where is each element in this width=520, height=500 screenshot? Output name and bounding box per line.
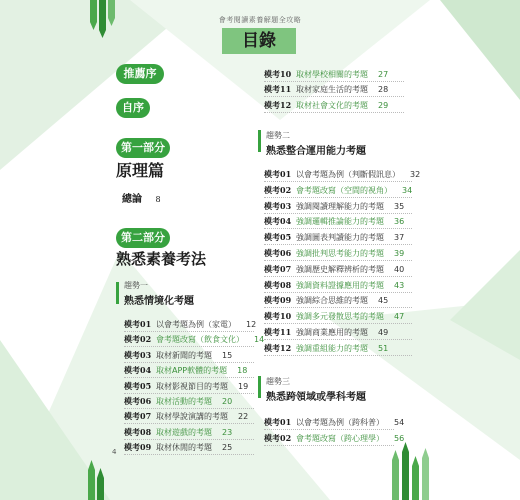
entry-page: 40 — [394, 264, 405, 274]
entry-divider — [124, 439, 254, 440]
entry-divider — [264, 112, 404, 113]
entry-page: 51 — [378, 343, 389, 353]
entry-divider — [124, 408, 254, 409]
entry-page: 54 — [394, 418, 405, 427]
entry-page: 12 — [246, 320, 257, 329]
entry-divider — [264, 339, 412, 340]
entry-divider — [264, 213, 412, 214]
entry-divider — [264, 276, 412, 277]
entry-divider — [124, 377, 254, 378]
entry-code: 模考08 — [124, 426, 152, 437]
entry-page: 34 — [402, 185, 413, 195]
entry-code: 模考09 — [264, 295, 292, 306]
preface-author-link[interactable]: 自序 — [116, 98, 150, 118]
entry-divider — [264, 96, 404, 97]
entry-page: 49 — [378, 328, 389, 337]
entry-page: 45 — [378, 296, 389, 306]
trend3-title: 熟悉跨領域或學科考題 — [266, 392, 366, 403]
entry-divider — [264, 292, 412, 293]
entry-title: 以會考題為例（家電） — [156, 320, 236, 329]
overview-label: 總論 — [122, 194, 142, 205]
entry-divider — [124, 454, 254, 455]
entry-title: 強調圖表判讀能力的考題 — [296, 233, 384, 243]
trend1-marker — [116, 282, 119, 304]
trend2-label: 趨勢二 — [266, 131, 290, 140]
part2-label: 第二部分 — [116, 228, 170, 248]
entry-title: 強調綜合思維的考題 — [296, 296, 368, 306]
entry-title: 會考題改寫（跨心理學） — [296, 434, 384, 443]
entry-title: 會考題改寫（空間的視角） — [296, 185, 392, 195]
entry-code: 模考06 — [124, 396, 152, 406]
entry-title: 強調重組能力的考題 — [296, 343, 368, 353]
entry-code: 模考01 — [264, 417, 292, 427]
entry-code: 模考12 — [264, 99, 292, 110]
entry-page: 15 — [222, 350, 233, 360]
overview-entry[interactable] — [122, 190, 161, 205]
entry-divider — [264, 429, 394, 430]
entry-title: 以會考題為例（判斷假訊息） — [296, 170, 400, 179]
entry-page: 43 — [394, 280, 405, 290]
trend3-label: 趨勢三 — [266, 377, 290, 386]
entry-page: 20 — [222, 397, 233, 406]
part1-label: 第一部分 — [116, 138, 170, 158]
entry-code: 模考02 — [124, 334, 152, 345]
entry-title: 會考題改寫（飲食文化） — [156, 335, 244, 345]
entry-page: 22 — [238, 412, 249, 422]
entry-divider — [264, 228, 412, 229]
entry-code: 模考01 — [124, 319, 152, 329]
entry-code: 模考08 — [264, 279, 292, 290]
trend3-marker — [258, 376, 261, 398]
entry-title: 取材學校相關的考題 — [296, 70, 368, 79]
entry-divider — [124, 331, 254, 332]
entry-page: 18 — [237, 366, 248, 376]
entry-page: 14 — [254, 335, 265, 345]
entry-title: 取材APP軟體的考題 — [156, 366, 228, 376]
entry-page: 23 — [222, 427, 233, 437]
entry-page: 35 — [394, 201, 405, 211]
entry-code: 模考12 — [264, 342, 292, 353]
entry-code: 模考05 — [264, 232, 292, 243]
entry-code: 模考09 — [124, 442, 152, 453]
entry-code: 模考03 — [124, 349, 152, 360]
entry-code: 模考05 — [124, 380, 152, 391]
entry-divider — [264, 181, 412, 182]
entry-code: 模考02 — [264, 433, 292, 443]
entry-divider — [264, 197, 412, 198]
entry-page: 39 — [394, 249, 405, 258]
entry-title: 強調邏輯推論能力的考題 — [296, 217, 384, 227]
entry-title: 以會考題為例（跨科普） — [296, 418, 384, 427]
entry-page: 19 — [238, 381, 249, 391]
entry-page: 27 — [378, 70, 389, 79]
page-number: 4 — [112, 448, 117, 456]
entry-code: 模考10 — [264, 311, 292, 322]
entry-page: 32 — [410, 170, 421, 179]
overview-page: 8 — [155, 195, 161, 204]
pencil-icon-group-bottom-right — [392, 442, 429, 500]
entry-divider — [264, 81, 404, 82]
entry-code: 模考11 — [264, 84, 292, 95]
entry-divider — [124, 362, 254, 363]
entry-divider — [124, 423, 254, 424]
running-header: 會考閱讀素養解題全攻略 — [218, 16, 302, 24]
entry-code: 模考10 — [264, 69, 292, 79]
entry-page: 25 — [222, 443, 233, 453]
entry-divider — [264, 307, 412, 308]
entry-code: 模考01 — [264, 169, 292, 179]
entry-code: 模考02 — [264, 184, 292, 195]
entry-divider — [264, 260, 412, 261]
entry-title: 強調閱讀理解能力的考題 — [296, 201, 384, 211]
trend2-marker — [258, 130, 261, 152]
toc-title: 目錄 — [222, 28, 296, 54]
entry-divider — [124, 393, 254, 394]
entry-code: 模考07 — [264, 263, 292, 274]
preface-recommend-link[interactable]: 推薦序 — [116, 64, 164, 84]
entry-page: 37 — [394, 233, 405, 243]
trend2-title: 熟悉整合運用能力考題 — [266, 146, 366, 157]
entry-title: 取材遊戲的考題 — [156, 427, 212, 437]
entry-code: 模考11 — [264, 327, 292, 337]
entry-title: 取材社會文化的考題 — [296, 100, 368, 110]
entry-code: 模考06 — [264, 248, 292, 258]
entry-divider — [264, 355, 412, 356]
trend1-label: 趨勢一 — [124, 281, 148, 290]
entry-code: 模考04 — [124, 365, 152, 376]
entry-divider — [264, 445, 394, 446]
entry-title: 取材影視節目的考題 — [156, 381, 228, 391]
entry-title: 取材家庭生活的考題 — [296, 85, 368, 95]
entry-title: 強調資料證據應用的考題 — [296, 280, 384, 290]
entry-code: 模考04 — [264, 216, 292, 227]
entry-divider — [264, 323, 412, 324]
entry-title: 強調商業應用的考題 — [296, 328, 368, 337]
entry-title: 強調歷史解釋辨析的考題 — [296, 264, 384, 274]
part2-title[interactable]: 熟悉素養考法 — [116, 250, 207, 268]
entry-divider — [264, 244, 412, 245]
entry-page: 47 — [394, 312, 405, 322]
entry-title: 取材新聞的考題 — [156, 350, 212, 360]
entry-title: 強調多元發散思考的考題 — [296, 312, 384, 322]
entry-code: 模考03 — [264, 200, 292, 211]
entry-page: 36 — [394, 217, 405, 227]
trend1-title: 熟悉情境化考題 — [124, 296, 194, 307]
entry-code: 模考07 — [124, 411, 152, 422]
part1-title[interactable]: 原理篇 — [116, 161, 165, 180]
entry-page: 28 — [378, 85, 389, 95]
entry-divider — [124, 346, 254, 347]
entry-title: 取材休閒的考題 — [156, 443, 212, 453]
entry-page: 29 — [378, 100, 389, 110]
entry-title: 取材學說演講的考題 — [156, 412, 228, 422]
entry-page: 56 — [394, 434, 405, 443]
entry-title: 取材活動的考題 — [156, 397, 212, 406]
entry-title: 強調批判思考能力的考題 — [296, 249, 384, 258]
